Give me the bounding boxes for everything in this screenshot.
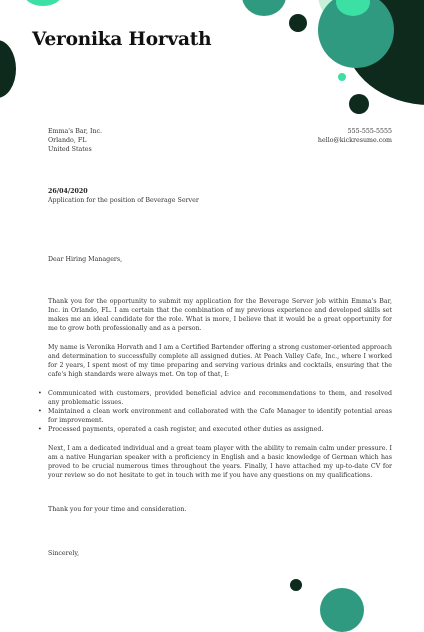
decor-circle-teal-top (242, 0, 286, 16)
bullet-icon: • (38, 426, 42, 433)
bullet-icon: • (38, 390, 42, 397)
list-item-text: Communicated with customers, provided beneficial advice and recommendations to them, and resolved any problematic issues. (48, 390, 392, 406)
greeting: Dear Hiring Managers, (48, 256, 123, 263)
list-item-text: Processed payments, operated a cash register, and executed other duties as assigned. (48, 426, 324, 433)
decor-circle-teal-bottom (320, 588, 364, 632)
bullet-icon: • (38, 408, 42, 415)
paragraph-intro: Thank you for the opportunity to submit my application for the Beverage Server job within Emma's Bar, Inc. in Orlando, FL. I am certain that the combination of my previous experience and developed skills set makes me an ideal candidate for the role. What is more, I believe that it would be a great opportunity for me to grow both professionally and as a person. (48, 298, 392, 332)
letter-subject: Application for the position of Beverage Server (48, 197, 199, 204)
applicant-name: Veronika Horvath (32, 29, 212, 50)
closing-line: Thank you for your time and consideration. (48, 506, 187, 513)
paragraph-experience: My name is Veronika Horvath and I am a Certified Bartender offering a strong customer-oriented approach and determination to successfully complete all assigned duties. At Peach Valley Cafe, Inc., where I worked for 2 years, I spent most of my time preparing and serving various drinks and cocktails, ensuring that the cafe's high standards were always met. On top of that, I: (48, 344, 392, 378)
contact-phone: 555-555-5555 (347, 128, 392, 135)
recipient-company: Emma's Bar, Inc. (48, 128, 103, 135)
decor-dot-mint (338, 73, 346, 81)
list-item (38, 389, 392, 407)
recipient-country: United States (48, 146, 92, 153)
signoff: Sincerely, (48, 550, 80, 557)
decor-circle-dark-left (0, 40, 16, 98)
list-item-text: Maintained a clean work environment and collaborated with the Cafe Manager to identify potential areas for improvement. (48, 408, 392, 424)
recipient-city: Orlando, FL (48, 137, 87, 144)
letter-date: 26/04/2020 (48, 188, 88, 195)
list-item (38, 407, 392, 425)
decor-dot-dark-2 (349, 94, 369, 114)
decor-dot-dark-1 (289, 14, 307, 32)
decor-circle-mint-topleft (24, 0, 62, 6)
list-item (38, 425, 392, 434)
achievements-list (38, 389, 392, 434)
paragraph-qualities: Next, I am a dedicated individual and a great team player with the ability to remain calm under pressure. I am a native Hungarian speaker with a proficiency in English and a basic knowledge of German which has proved to be crucial numerous times throughout the years. Finally, I have attached my up-to-date CV for your review so do not hesitate to get in touch with me if you have any questions on my qualifications. (48, 445, 392, 479)
letter-meta (48, 187, 199, 205)
contact-email[interactable]: hello@kickresume.com (317, 137, 392, 144)
recipient-address (48, 127, 102, 154)
decor-dot-dark-bottom (290, 579, 302, 591)
letter-body (38, 255, 392, 558)
contact-info (318, 127, 392, 145)
